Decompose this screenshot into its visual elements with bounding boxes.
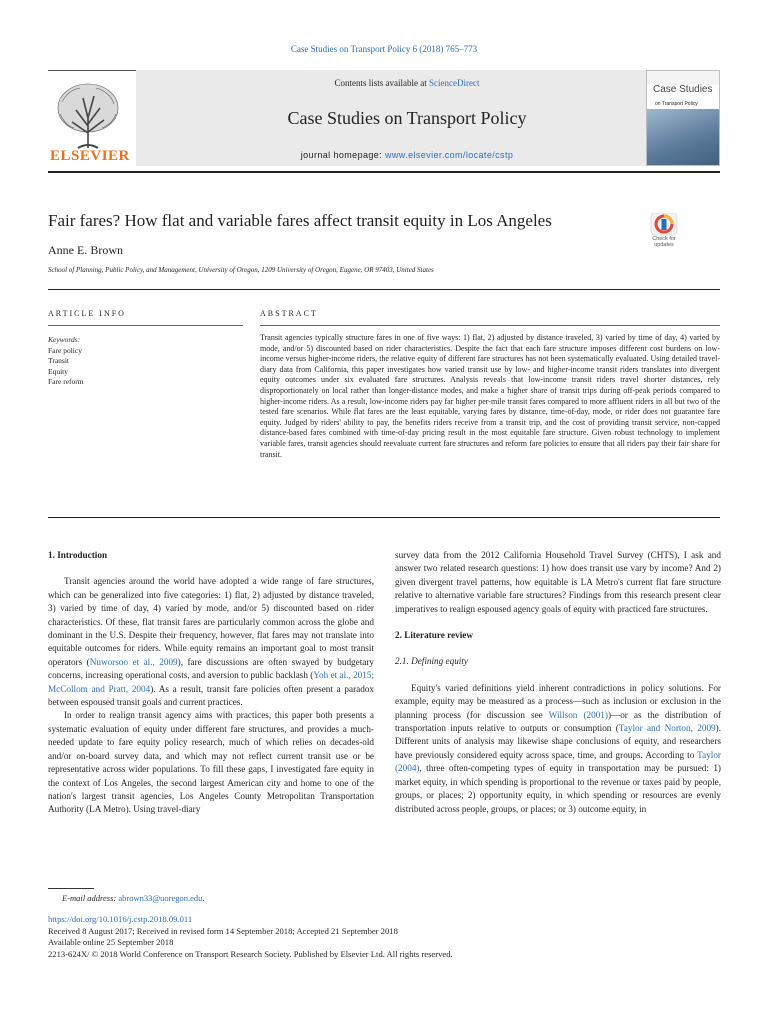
text-run: ). Different units of analysis may likewise shape conclusions of equity, and researchers have previously considered equity across space, time, and groups. According to	[395, 723, 721, 760]
available-online: Available online 25 September 2018	[48, 937, 174, 948]
article-info-rule	[48, 325, 243, 326]
contents-line	[136, 78, 678, 88]
text-run: Equity's varied definitions yield inherent contradictions in policy solutions. For example, equity may be measured as a process—such as inclusion or exclusion in the planning process (for discussion see	[395, 682, 721, 720]
keyword-item: Transit	[48, 356, 69, 365]
journal-header	[48, 70, 718, 168]
article-title: Fair fares? How flat and variable fares affect transit equity in Los Angeles	[48, 211, 552, 230]
email-label: E-mail address:	[62, 893, 117, 903]
cover-subtitle: on Transport Policy	[655, 101, 698, 107]
spacer	[395, 616, 721, 629]
intro-paragraph-3: survey data from the 2012 California Household Travel Survey (CHTS), I ask and answer two related research questions: 1) how does transit use vary by income? And 2) given divergent travel patterns, how equitable is LA Metro's current flat fare structure relative to alternative variable fare structures? Findings from this research present clear imperatives to realign espoused agency goals of equity with practiced fare structures.	[395, 550, 721, 614]
introduction-heading: 1. Introduction	[48, 550, 108, 560]
received-dates: Received 8 August 2017; Received in revised form 14 September 2018; Accepted 21 September 2018	[48, 925, 398, 936]
spacer	[48, 562, 374, 575]
abstract-rule	[260, 325, 720, 326]
homepage-label: journal homepage:	[300, 150, 385, 160]
journal-citation[interactable]: Case Studies on Transport Policy 6 (2018) 765–773	[290, 44, 478, 54]
citation-link[interactable]: Taylor and Norton, 2009	[618, 723, 716, 734]
email-link[interactable]: abrown33@uoregon.edu	[118, 893, 203, 903]
keyword-item: Fare reform	[48, 377, 84, 386]
text-run: ). As a result, transit fare policies often present a paradox between espoused transit goals and current practices.	[48, 683, 374, 708]
doi-link[interactable]: https://doi.org/10.1016/j.cstp.2018.09.011	[48, 914, 193, 924]
citation-link[interactable]: Nuworsoo et al., 2009	[89, 656, 178, 667]
journal-cover-thumbnail	[646, 70, 720, 166]
body-right-column	[395, 549, 721, 816]
citation-link[interactable]: Willson (2001)	[548, 709, 608, 720]
keyword-item: Fare policy	[48, 345, 82, 355]
homepage-link[interactable]: www.elsevier.com/locate/cstp	[385, 150, 514, 160]
keywords-block	[48, 335, 243, 388]
author-name: Anne E. Brown	[48, 243, 123, 257]
citation-link[interactable]: Yoh et al., 2015; McCollom and Pratt, 2004	[48, 670, 375, 694]
cover-image	[647, 109, 720, 166]
intro-paragraph-1	[48, 575, 374, 709]
article-info-heading: ARTICLE INFO	[48, 309, 126, 318]
body-left-column	[48, 549, 374, 817]
check-for-updates-label[interactable]: Check for updates	[652, 236, 676, 248]
text-run: )—or as the distribution of transportation inputs relative to outputs or consumption (	[395, 709, 722, 734]
journal-name: Case Studies on Transport Policy	[287, 108, 527, 128]
footnote-email	[62, 893, 205, 903]
journal-homepage	[136, 150, 678, 160]
copyright-notice: 2213-624X/ © 2018 World Conference on Transport Research Society. Published by Elsevier Ltd. All rights reserved.	[48, 948, 453, 959]
article-footer	[48, 914, 453, 960]
text-run: ), fare discussions are often swayed by budgetary concerns, increasing operational costs, and aversion to public backlash (	[48, 656, 374, 681]
keyword-item: Equity	[48, 366, 68, 376]
cover-title: Case Studies	[653, 84, 713, 95]
section-rule	[48, 289, 720, 290]
citation-link[interactable]: Taylor (2004)	[395, 749, 721, 774]
sciencedirect-link[interactable]: ScienceDirect	[429, 78, 480, 88]
abstract-text: Transit agencies typically structure fares in one of five ways: 1) flat, 2) adjusted by distance traveled, 3) varied by time of day, 4) varied by mode, and/or 5) discounted based on rider characteristics. Despite the fact that each fare structure imposes different cost burdens on low-income versus higher-income riders, the relative equity of different fare structures has not been systematically evaluated. Using detailed travel-diary data from California, this paper investigates how varied transit use by low- and higher-income transit riders translates into divergent equity outcomes under six evaluated fare structures. Analysis reveals that low-income transit riders travel shorter distances, rely disproportionately on local rather than longer-distance modes, and make a higher share of transit trips during off-peak periods compared to higher-income riders. As a result, low-income riders pay far higher per-mile transit fares compared to more affluent riders in all but two of the tested fare scenarios. While flat fares are the least equitable, varying fares by distance, time-of-day, mode, or rider does not guarantee fare equity. Judged by riders' ability to pay, the benefits riders receive from a transit trip, and the cost of providing transit service, non-capped distance-based fares combined with time-of-day pricing result in the most equitable fare structure. Given robust technology to implement variable fares, transit agencies should reevaluate current fare structures and reform fare policies to ensure that all riders pay their fair share for transit.	[260, 333, 720, 459]
spacer	[395, 642, 721, 655]
publisher-logo-text: ELSEVIER	[50, 148, 130, 164]
check-for-updates-icon[interactable]	[647, 213, 681, 255]
cover-top-band	[647, 71, 720, 85]
header-bottom-rule	[48, 171, 720, 173]
defining-equity-subheading: 2.1. Defining equity	[395, 656, 468, 667]
literature-review-heading: 2. Literature review	[395, 630, 473, 641]
author-affiliation: School of Planning, Public Policy, and Management, University of Oregon, 1209 University of Oregon, Eugene, OR 97403, United States	[48, 266, 434, 274]
abstract-end-rule	[48, 517, 720, 518]
text-run: , three often-competing types of equity in transportation may be pursued: 1) market equity, in which spending is proportional to the revenue or taxes paid by people, groups, or places; 2) opportunity equity, in which spending or resources are evenly distributed across people, groups, or places; or 3) outcome equity, in	[395, 763, 721, 814]
spacer	[395, 669, 721, 682]
intro-paragraph-2: In order to realign transit agency aims with practices, this paper both presents a systematic evaluation of equity under different fare structures, and provides a much-needed update to fare equity policy research, much of which relies on decades-old and/or on-board survey data, and which may not reflect current transit use or be representative across wider populations. To fill these gaps, I investigated fare equity in the context of Los Angeles, the second largest American city and home to one of the nation's largest transit agencies, Los Angeles County Metropolitan Transportation Authority (LA Metro). Using travel-diary	[48, 710, 374, 815]
keywords-label: Keywords:	[48, 335, 81, 344]
abstract-heading: ABSTRACT	[260, 309, 318, 318]
text-run: .	[202, 893, 205, 903]
footnote-rule	[48, 888, 94, 889]
text-run: Transit agencies around the world have adopted a wide range of fare structures, which can be generalized into five categories: 1) flat, 2) adjusted by distance traveled, 3) varied by time of day, 4) varied by mode, and/or 5) discounted based on rider characteristics. Of these, flat transit fares are particularly common across the globe and dominant in the U.S. Despite their frequency, however, flat fares may not translate into equitable outcomes for riders. While equity remains an important goal to most transit operators (	[48, 576, 374, 667]
lit-paragraph-1	[395, 682, 721, 816]
contents-prefix: Contents lists available at	[334, 78, 429, 88]
